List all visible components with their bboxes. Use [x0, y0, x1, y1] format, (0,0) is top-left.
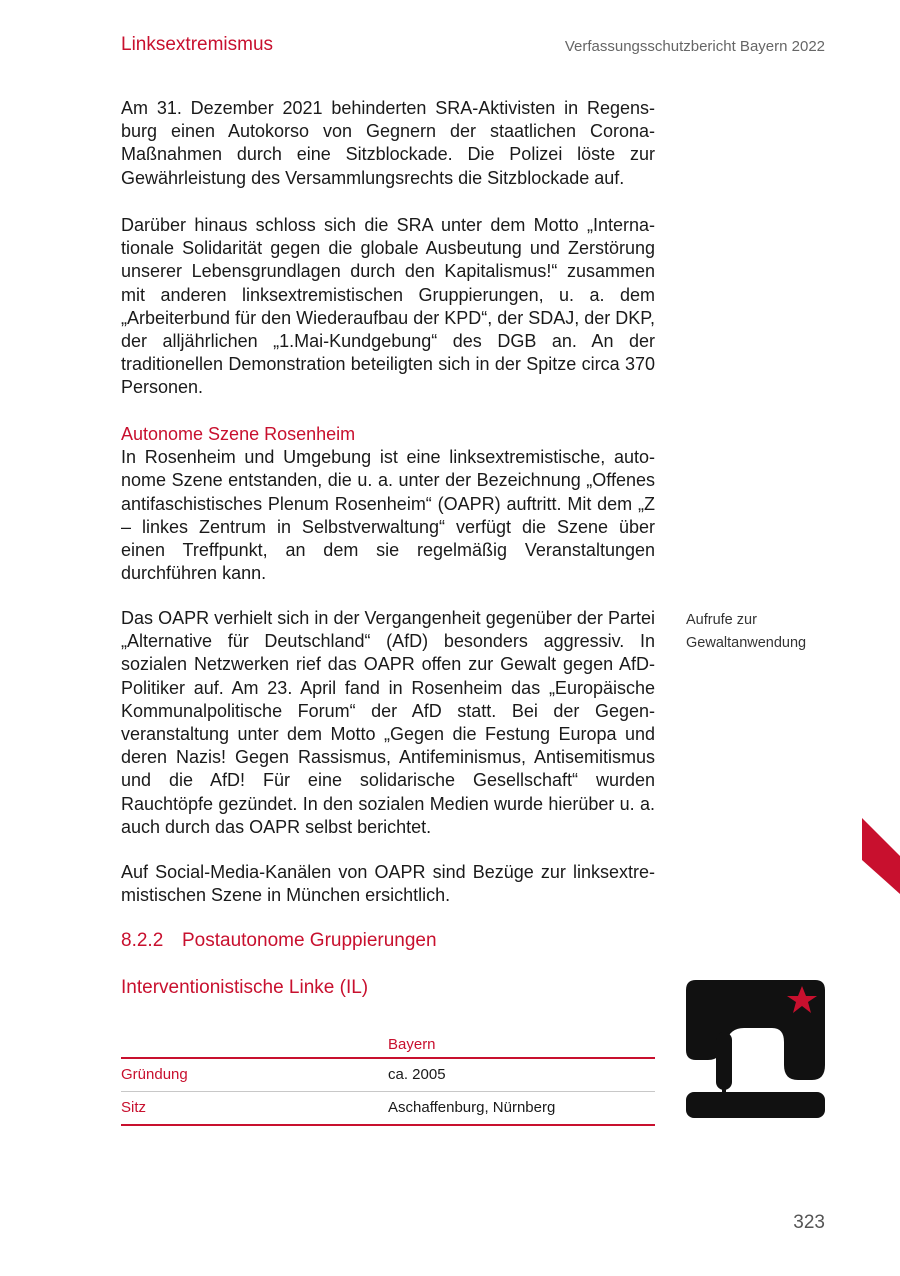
paragraph-3: In Rosenheim und Umgebung ist eine linksextremistische, autonome Szene entstanden, die u. a. unter der Bezeichnung „Offenes antifaschistisches Plenum Rosenheim“ (OAPR) auftritt. Mit dem „Z – linkes Zentrum in Selbstverwaltung“ verfügt die Szene über einen Treffpunkt, an dem sie regelmäßig Veranstaltungen durchführen kann. — [121, 447, 655, 584]
paragraph-2: Darüber hinaus schloss sich die SRA unter dem Motto „Internationale Solidarität gegen die globale Ausbeutung und Zerstörung unserer Lebensgrundlagen durch den Kapitalismus!“ zusammen mit anderen linksextremistischen Gruppierungen, u. a. dem „Arbeiterbund für den Wiederaufbau der KPD“, der SDAJ, der DKP, der alljährlichen „1.Mai-Kundgebung“ des DGB an. An der traditionellen Demonstration beteiligten sich in der Spitze circa 370 Personen. — [121, 215, 655, 398]
page-number: 323 — [793, 1212, 825, 1233]
paragraph-5: Auf Social-Media-Kanälen von OAPR sind Bezüge zur linksextremistischen Szene in München ersichtlich. — [121, 862, 655, 906]
section-title: Postautonome Gruppierungen — [182, 930, 437, 951]
chapter-tab-marker — [862, 818, 900, 894]
org-facts-table — [121, 1030, 655, 1126]
table-row-label: Gründung — [121, 1058, 388, 1092]
paragraph-1: Am 31. Dezember 2021 behinderten SRA-Aktivisten in Regensburg einen Autokorso von Gegnern der staatlichen Corona-Maßnahmen durch eine Sitzblockade. Die Polizei löste zur Gewährleistung des Versammlungsrechts die Sitzblockade auf. — [121, 98, 655, 188]
subheading-rosenheim: Autonome Szene Rosenheim — [121, 424, 356, 444]
table-row-value: Aschaffenburg, Nürnberg — [388, 1092, 655, 1126]
margin-note-line-2: Gewaltanwendung — [686, 635, 807, 651]
org-heading: Interventionistische Linke (IL) — [121, 977, 369, 998]
margin-note — [686, 609, 806, 655]
section-heading — [121, 930, 655, 952]
table-row — [121, 1092, 655, 1126]
running-header-section: Linksextremismus — [121, 34, 274, 55]
il-logo-icon — [686, 980, 825, 1118]
table-corner — [121, 1030, 388, 1058]
paragraph-4: Das OAPR verhielt sich in der Vergangenheit gegenüber der Partei „Alternative für Deutschland“ (AfD) besonders aggressiv. In sozialen Netzwerken rief das OAPR offen zur Gewalt gegen AfD-Politiker auf. Am 23. April fand in Rosenheim das „Europäische Kommunalpolitische Forum“ der AfD statt. Bei der Gegenveranstaltung unter dem Motto „Gegen die Festung Europa und deren Nazis! Gegen Rassismus, Antifeminismus, Antisemitismus und die AfD! Für eine solidarische Gesellschaft“ wurden Rauchtöpfe gezündet. In den sozialen Medien wurde hierüber u. a. auch durch das OAPR selbst berichtet. — [121, 608, 655, 837]
section-number: 8.2.2 — [121, 930, 164, 951]
table-row — [121, 1058, 655, 1092]
table-row-value: ca. 2005 — [388, 1058, 655, 1092]
table-column-header: Bayern — [388, 1036, 436, 1053]
margin-note-line-1: Aufrufe zur — [686, 612, 757, 628]
table-row-label: Sitz — [121, 1092, 388, 1126]
running-header-report: Verfassungsschutzbericht Bayern 2022 — [564, 38, 825, 55]
